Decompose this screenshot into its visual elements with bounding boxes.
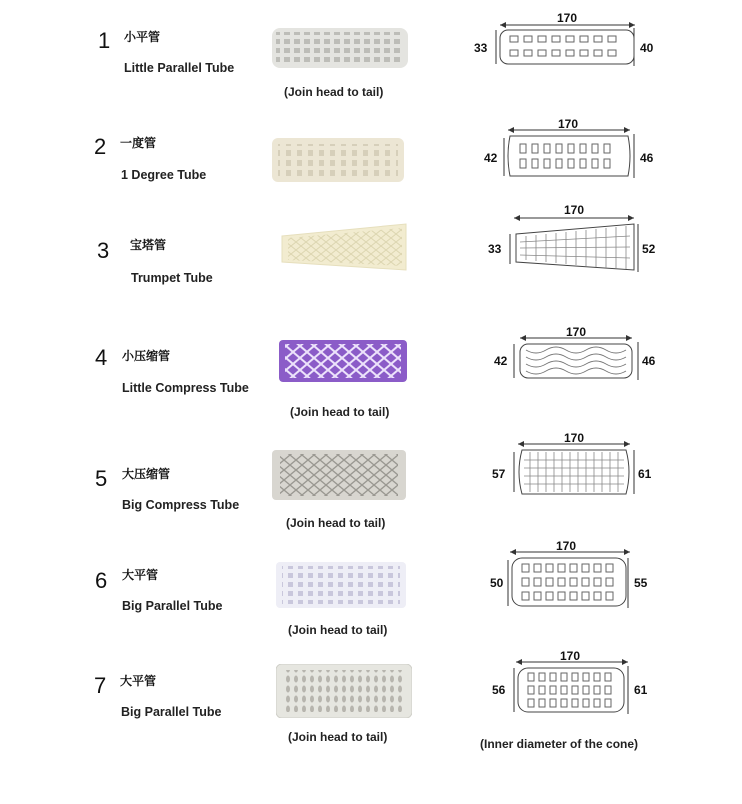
tube-dimension-drawing: [470, 116, 670, 186]
right-diameter-label: 61: [638, 467, 652, 481]
tube-number: 1: [98, 28, 111, 53]
tube-number: 6: [95, 568, 108, 593]
tube-dimension-drawing: [470, 428, 670, 500]
tube-number: 4: [95, 345, 108, 370]
tube-photo: [276, 222, 410, 272]
join-note: (Join head to tail): [284, 85, 384, 99]
left-diameter-label: 42: [484, 151, 498, 165]
right-diameter-label: 46: [640, 151, 654, 165]
tube-photo: [272, 450, 406, 500]
tube-name-cn: 一度管: [120, 136, 157, 150]
left-diameter-label: 33: [474, 41, 488, 55]
tube-name-cn: 小平管: [124, 30, 161, 44]
length-label: 170: [565, 325, 587, 339]
right-diameter-label: 52: [642, 242, 656, 256]
tube-name-en: Little Parallel Tube: [124, 61, 235, 75]
length-label: 170: [557, 117, 579, 131]
tube-number: 5: [95, 466, 108, 491]
left-diameter-label: 56: [492, 683, 506, 697]
tube-name-cn: 大平管: [122, 568, 159, 582]
left-diameter-label: 57: [492, 467, 506, 481]
tube-photo: [276, 664, 412, 718]
length-label: 170: [563, 203, 585, 217]
tube-name-en: Big Parallel Tube: [122, 599, 223, 613]
tube-dimension-drawing: [470, 322, 670, 382]
tube-photo: [272, 28, 408, 68]
join-note: (Join head to tail): [286, 516, 386, 530]
length-label: 170: [555, 539, 577, 553]
tube-number: 3: [97, 238, 110, 263]
tube-name-cn: 宝塔管: [130, 238, 167, 252]
tube-number: 2: [94, 134, 107, 159]
right-diameter-label: 46: [642, 354, 656, 368]
tube-name-en: Big Compress Tube: [122, 498, 240, 512]
tube-name-en: Big Parallel Tube: [121, 705, 222, 719]
right-diameter-label: 61: [634, 683, 648, 697]
tube-dimension-drawing: [470, 646, 670, 720]
tube-photo: [276, 562, 406, 608]
tube-name-en: Little Compress Tube: [122, 381, 249, 395]
right-diameter-label: 40: [640, 41, 654, 55]
tube-name-cn: 大平管: [120, 674, 157, 688]
tube-name-cn: 大压缩管: [122, 467, 171, 481]
length-label: 170: [559, 649, 581, 663]
tube-dimension-drawing: [470, 200, 670, 274]
right-diameter-label: 55: [634, 576, 648, 590]
tube-name-en: 1 Degree Tube: [121, 168, 207, 182]
left-diameter-label: 33: [488, 242, 502, 256]
join-note: (Join head to tail): [288, 623, 388, 637]
length-label: 170: [563, 431, 585, 445]
left-diameter-label: 50: [490, 576, 504, 590]
join-note: (Join head to tail): [288, 730, 388, 744]
tube-number: 7: [94, 673, 107, 698]
join-note: (Join head to tail): [290, 405, 390, 419]
tube-name-en: Trumpet Tube: [131, 271, 213, 285]
tube-dimension-drawing: [470, 536, 670, 614]
tube-name-cn: 小压缩管: [122, 349, 171, 363]
cone-diameter-note: (Inner diameter of the cone): [480, 737, 639, 751]
tube-photo: [272, 138, 404, 182]
left-diameter-label: 42: [494, 354, 508, 368]
length-label: 170: [556, 11, 578, 25]
tube-photo: [279, 340, 407, 382]
tube-dimension-drawing: [470, 8, 670, 70]
